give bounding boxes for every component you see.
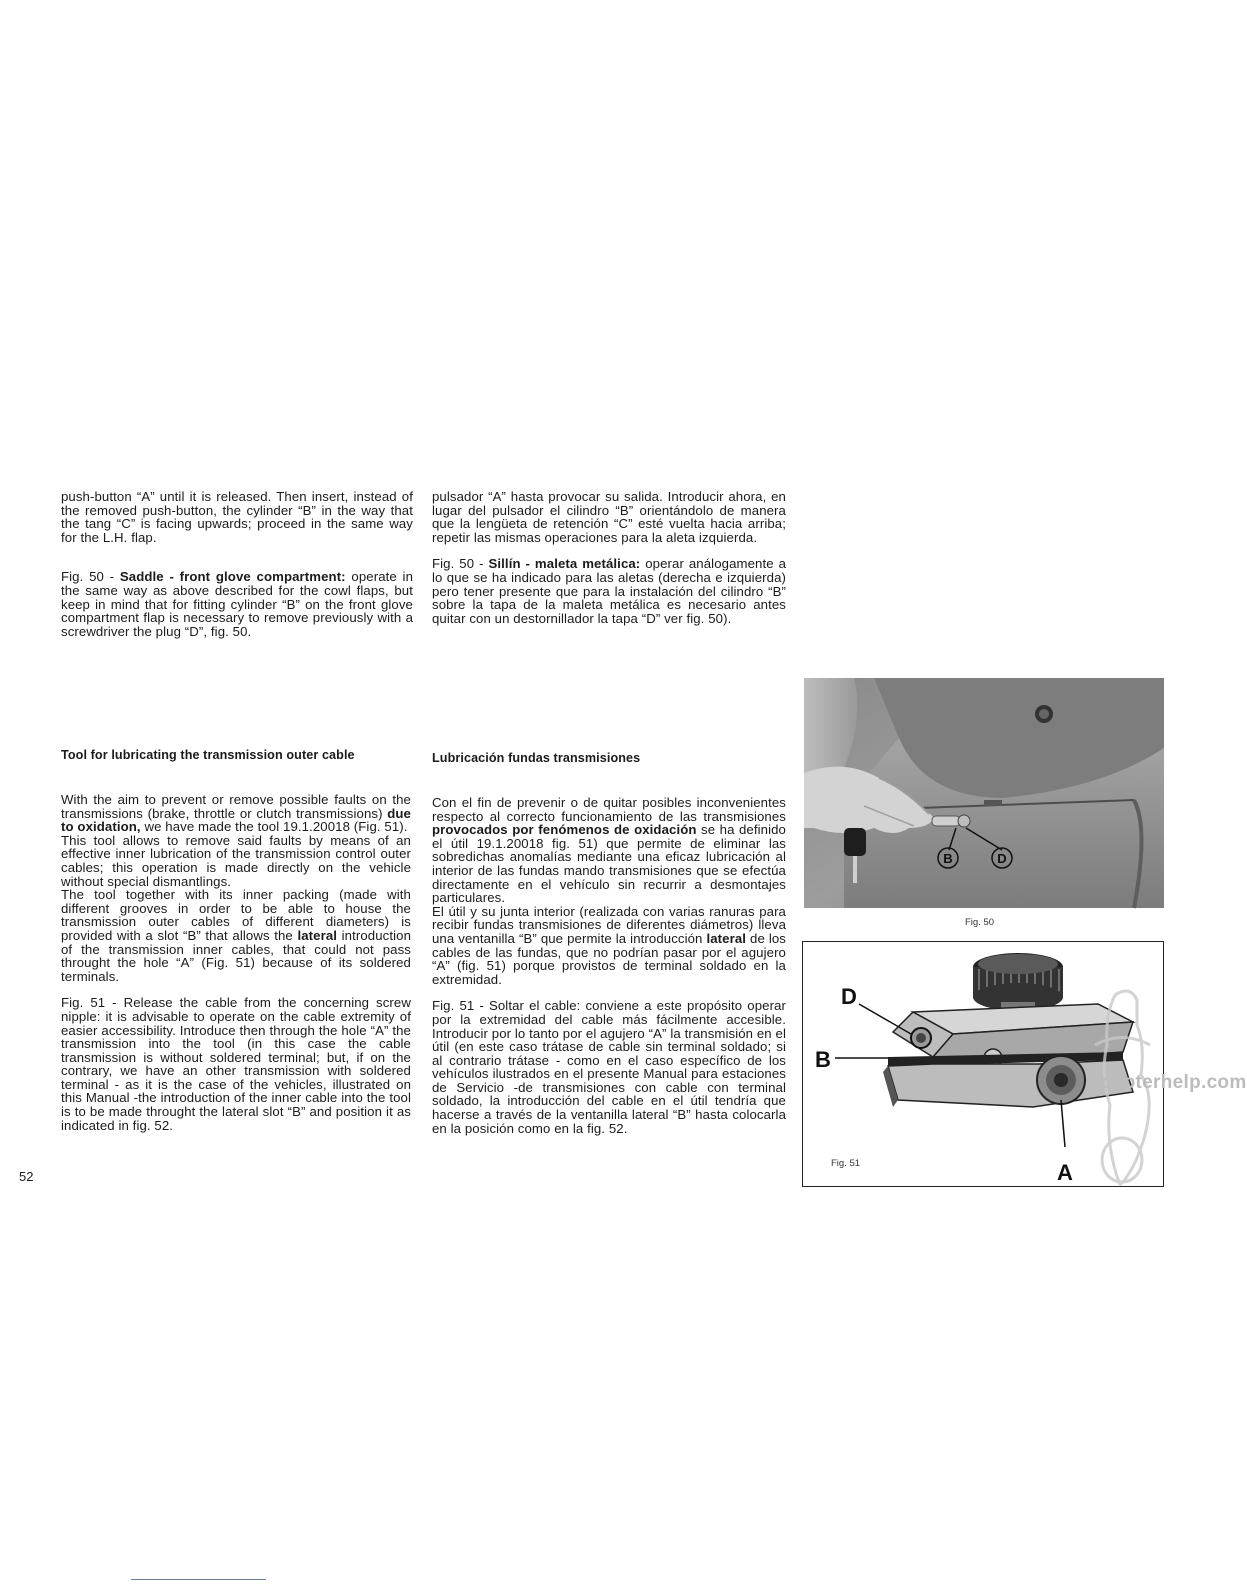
right-para-2 [432, 905, 786, 987]
left-column-body [61, 793, 411, 1132]
right-fig50-prefix: Fig. 50 - [432, 556, 489, 572]
left-para-2: This tool allows to remove said faults by means of an effective inner lubrication of the transmission control outer cables; this operation is made directly on the vehicle without special dismantlings. [61, 832, 411, 889]
right-column-top [432, 490, 786, 625]
right-intro-bold: provocados por fenómenos de oxidación [432, 822, 697, 838]
left-section-heading: Tool for lubricating the transmission outer cable [61, 748, 355, 762]
right-section-heading: Lubricación fundas transmisiones [432, 751, 641, 765]
right-para-2-text-b: de los cables de las fundas, que no podrían pasar por el agujero “A” (fig. 51) porque provistos de terminal soldado en la extremidad. [432, 930, 787, 987]
fig51-label-d: D [841, 984, 857, 1009]
left-column-top [61, 490, 413, 638]
watermark-text: scooterhelp.com [1090, 1072, 1247, 1093]
left-intro-paragraph [61, 793, 411, 834]
right-fig50-bold: Sillín - maleta metálica: [488, 556, 641, 572]
left-para-3-bold: lateral [297, 927, 338, 943]
fig50-label-b: B [943, 851, 953, 866]
left-fig50-text: operate in the same way as above described for the cowl flaps, but keep in mind that for fitting cylinder “B” on the front glove compartment flap is necessary to remove previously with a screwdriver the plug “D”, fig. 50. [61, 569, 414, 639]
right-fig50-text: operar análogamente a lo que se ha indicado para las aletas (derecha e izquierda) pero tener presente que para la instalación del cilindro “B” sobre la tapa de la maleta metálica es necesario antes quitar con un destornillador la tapa “D” ver fig. 50). [432, 556, 786, 626]
left-fig50-paragraph [61, 570, 413, 638]
left-fig50-bold: Saddle - front glove compartment: [119, 569, 346, 585]
fig51-label-b: B [815, 1047, 831, 1072]
fig50-caption: Fig. 50 [965, 917, 995, 928]
left-para-3-text-b: introduction of the transmission inner cables, that could not pass throught the hole “A” (Fig. 51) because of its soldered terminals. [61, 927, 411, 984]
right-fig51-paragraph: Fig. 51 - Soltar el cable: conviene a este propósito operar por la extremidad del cable más fácilmente accesible. Introducir por lo tanto por el agujero “A” la transmisión en el útil (en este caso trátase de cable sin terminal soldado; si al contrario trátase - como en el caso específico de los vehículos ilustrados en el presente Manual para estaciones de Servicio -de transmisiones con cable con terminal soldado, la introducción del cable en el útil tendría que hacerse a través de la ventanilla lateral “B” hasta colocarla en la posición como en la fig. 52. [432, 998, 786, 1136]
fig51-caption: Fig. 51 [831, 1158, 861, 1169]
fig51-label-a: A [1057, 1160, 1073, 1185]
right-para-2-text-a: El útil y su junta interior (realizada con varias ranuras para recibir fundas transmisiones de diferentes diámetros) lleva una ventanilla “B” que permite la introducción [432, 903, 786, 946]
right-column-body [432, 796, 786, 1135]
left-fig50-prefix: Fig. 50 - [61, 569, 120, 585]
left-intro-bold: due to oxidation, [61, 805, 411, 835]
right-intro-text-1: Con el fin de prevenir o de quitar posibles inconvenientes respecto al correcto funcionamiento de las transmisiones [432, 795, 786, 824]
right-intro-paragraph [432, 796, 786, 905]
fig50-label-d: D [997, 851, 1007, 866]
left-intro-text-2: we have made the tool 19.1.20018 (Fig. 51). [140, 819, 408, 835]
left-intro-text-1: With the aim to prevent or remove possible faults on the transmissions (brake, throttle or clutch transmissions) [61, 792, 411, 821]
left-para-3 [61, 888, 411, 983]
fig50-illustration [804, 678, 1164, 908]
bottom-rule [131, 1579, 266, 1580]
left-continuation-paragraph: push-button “A” until it is released. Then insert, instead of the removed push-button, the cylinder “B” in the way that the tang “C” is facing upwards; proceed in the same way for the L.H. flap. [61, 489, 413, 545]
fig50-photo [804, 678, 1164, 908]
left-para-3-text-a: The tool together with its inner packing (made with different grooves in order to be able to house the transmission outer cables of different diameters) is provided with a slot “B” that allows the [61, 887, 411, 943]
right-continuation-paragraph: pulsador “A” hasta provocar su salida. Introducir ahora, en lugar del pulsador el cilindro “B” orientándolo de manera que la lengüeta de retención “C” esté vuelta hacia arriba; repetir las mismas operaciones para la aleta izquierda. [432, 489, 786, 545]
right-para-2-bold: lateral [706, 930, 747, 946]
page-number: 52 [19, 1169, 34, 1184]
right-fig50-paragraph [432, 557, 786, 625]
left-fig51-paragraph: Fig. 51 - Release the cable from the concerning screw nipple: it is advisable to operate on the cable extremity of easier accessibility. Introduce then through the hole “A” the transmission into the tool (in this case the cable transmission is without soldered terminal; but, if on the contrary, we have an other transmission with soldered terminal - as it is the case of the vehicles, illustrated on this Manual -the introduction of the inner cable into the tool is to be made throught the lateral slot “B” and position it as indicated in fig. 52. [61, 995, 411, 1133]
right-intro-text-2: se ha definido el útil 19.1.20018 fig. 51) que permite de eliminar las sobredichas anomalías mediante una eficaz lubricación al interior de las fundas mando transmisiones que se efectúa directamente en el vehículo sin recurrir a desmontajes particulares. [432, 822, 786, 906]
